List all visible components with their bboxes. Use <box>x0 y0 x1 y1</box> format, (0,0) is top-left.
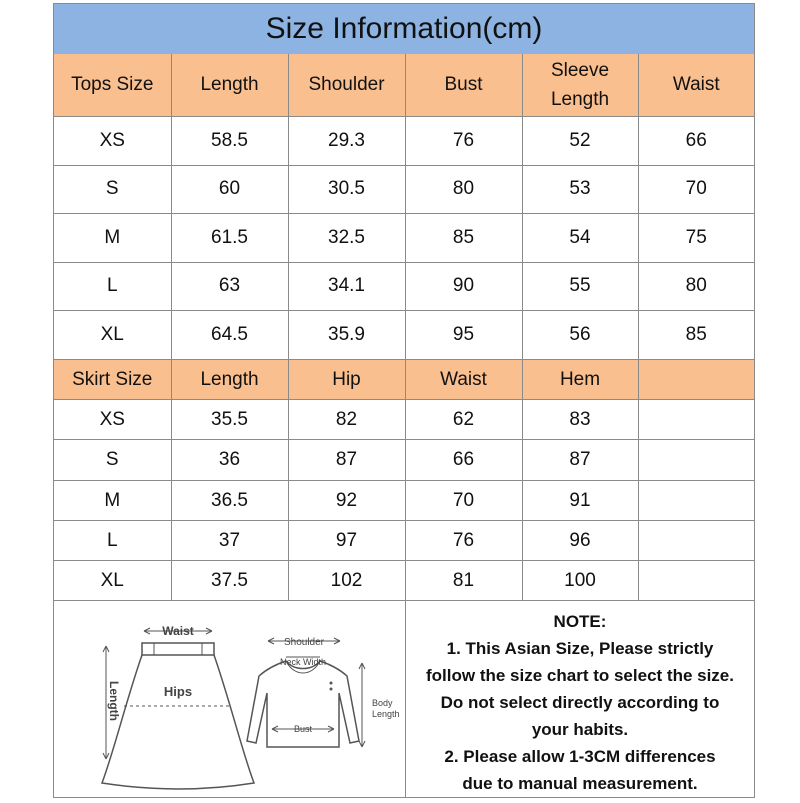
table-cell: 75 <box>638 213 754 262</box>
table-cell: 97 <box>288 521 405 561</box>
skirt-header-hem: Hem <box>522 360 638 400</box>
table-row <box>54 521 754 561</box>
table-cell: 85 <box>638 310 754 359</box>
table-cell: XL <box>54 561 171 601</box>
top-body-label: Body <box>372 698 393 708</box>
table-row <box>54 400 754 440</box>
tops-header-shoulder: Shoulder <box>288 54 405 116</box>
table-cell: L <box>54 521 171 561</box>
table-cell: XL <box>54 310 171 359</box>
table-cell: 80 <box>405 165 522 213</box>
table-cell: 63 <box>171 262 288 310</box>
table-row <box>54 310 754 359</box>
table-cell: 70 <box>405 481 522 521</box>
table-cell: 70 <box>638 165 754 213</box>
table-cell: 52 <box>522 116 638 165</box>
table-cell: 29.3 <box>288 116 405 165</box>
table-cell <box>638 400 754 440</box>
table-row <box>54 262 754 310</box>
table-cell: M <box>54 481 171 521</box>
table-cell: 54 <box>522 213 638 262</box>
table-cell: 87 <box>288 440 405 481</box>
table-cell: XS <box>54 116 171 165</box>
tops-header-size: Tops Size <box>54 54 171 116</box>
table-cell: 35.9 <box>288 310 405 359</box>
table-cell: 85 <box>405 213 522 262</box>
note-line: due to manual measurement. <box>462 774 698 793</box>
table-cell: M <box>54 213 171 262</box>
table-cell: 56 <box>522 310 638 359</box>
top-shoulder-label: Shoulder <box>283 637 325 648</box>
table-cell: 90 <box>405 262 522 310</box>
table-cell: 82 <box>288 400 405 440</box>
table-cell: 91 <box>522 481 638 521</box>
table-cell <box>638 521 754 561</box>
table-cell: 30.5 <box>288 165 405 213</box>
tops-table <box>54 54 754 360</box>
table-cell: 62 <box>405 400 522 440</box>
table-cell: S <box>54 440 171 481</box>
skirt-header-row <box>54 360 754 400</box>
table-row <box>54 213 754 262</box>
table-cell <box>638 481 754 521</box>
table-cell <box>638 440 754 481</box>
top-neck-width-label: Neck Width <box>279 657 327 667</box>
chart-title: Size Information(cm) <box>54 4 754 55</box>
table-cell: 36 <box>171 440 288 481</box>
table-cell: 95 <box>405 310 522 359</box>
table-cell: 37 <box>171 521 288 561</box>
skirt-header-size: Skirt Size <box>54 360 171 400</box>
table-cell: 102 <box>288 561 405 601</box>
table-cell: 37.5 <box>171 561 288 601</box>
note-line: your habits. <box>531 720 629 739</box>
note-line: Do not select directly according to <box>440 693 720 712</box>
table-cell: 55 <box>522 262 638 310</box>
table-cell: 53 <box>522 165 638 213</box>
table-cell: 58.5 <box>171 116 288 165</box>
note-heading: NOTE: <box>553 612 607 631</box>
tops-header-sleeve-length-word: Length <box>550 88 610 110</box>
table-cell: 32.5 <box>288 213 405 262</box>
measurement-illustration <box>54 601 406 798</box>
top-outline-icon <box>247 661 359 747</box>
note-box <box>406 601 754 798</box>
table-cell: 66 <box>638 116 754 165</box>
table-row <box>54 116 754 165</box>
table-cell: 92 <box>288 481 405 521</box>
note-line: follow the size chart to select the size. <box>426 666 734 685</box>
top-bust-label: Bust <box>293 724 313 734</box>
table-cell: L <box>54 262 171 310</box>
skirt-header-hip: Hip <box>288 360 405 400</box>
skirt-table <box>54 359 754 601</box>
skirt-hips-label: Hips <box>163 684 193 699</box>
skirt-header-waist: Waist <box>405 360 522 400</box>
skirt-length-label: Length <box>107 681 121 721</box>
table-cell: 76 <box>405 521 522 561</box>
skirt-waist-label: Waist <box>162 624 194 638</box>
table-cell: 76 <box>405 116 522 165</box>
table-cell: 64.5 <box>171 310 288 359</box>
table-cell: XS <box>54 400 171 440</box>
skirt-header-empty <box>638 360 754 400</box>
size-chart <box>53 3 755 798</box>
table-cell: 36.5 <box>171 481 288 521</box>
table-cell: 35.5 <box>171 400 288 440</box>
table-row <box>54 440 754 481</box>
table-cell <box>638 561 754 601</box>
table-row <box>54 481 754 521</box>
tops-header-row <box>54 54 754 116</box>
table-cell: 61.5 <box>171 213 288 262</box>
table-cell: 100 <box>522 561 638 601</box>
table-cell: 60 <box>171 165 288 213</box>
table-cell: 87 <box>522 440 638 481</box>
table-row <box>54 561 754 601</box>
tops-header-bust: Bust <box>405 54 522 116</box>
table-cell: 96 <box>522 521 638 561</box>
table-cell: 34.1 <box>288 262 405 310</box>
tops-header-sleeve: Sleeve <box>550 59 610 81</box>
table-cell: S <box>54 165 171 213</box>
top-length-label: Length <box>372 709 400 719</box>
table-cell: 83 <box>522 400 638 440</box>
tops-header-length: Length <box>171 54 288 116</box>
table-cell: 80 <box>638 262 754 310</box>
note-line: 1. This Asian Size, Please strictly <box>446 639 714 658</box>
measurement-diagram <box>54 601 405 798</box>
note-line: 2. Please allow 1-3CM differences <box>444 747 716 766</box>
bottom-section <box>54 600 754 798</box>
table-cell: 81 <box>405 561 522 601</box>
table-cell: 66 <box>405 440 522 481</box>
skirt-header-length: Length <box>171 360 288 400</box>
tops-header-waist: Waist <box>638 54 754 116</box>
skirt-outline-icon <box>142 643 214 655</box>
table-row <box>54 165 754 213</box>
tops-header-sleeve-length <box>522 54 638 116</box>
